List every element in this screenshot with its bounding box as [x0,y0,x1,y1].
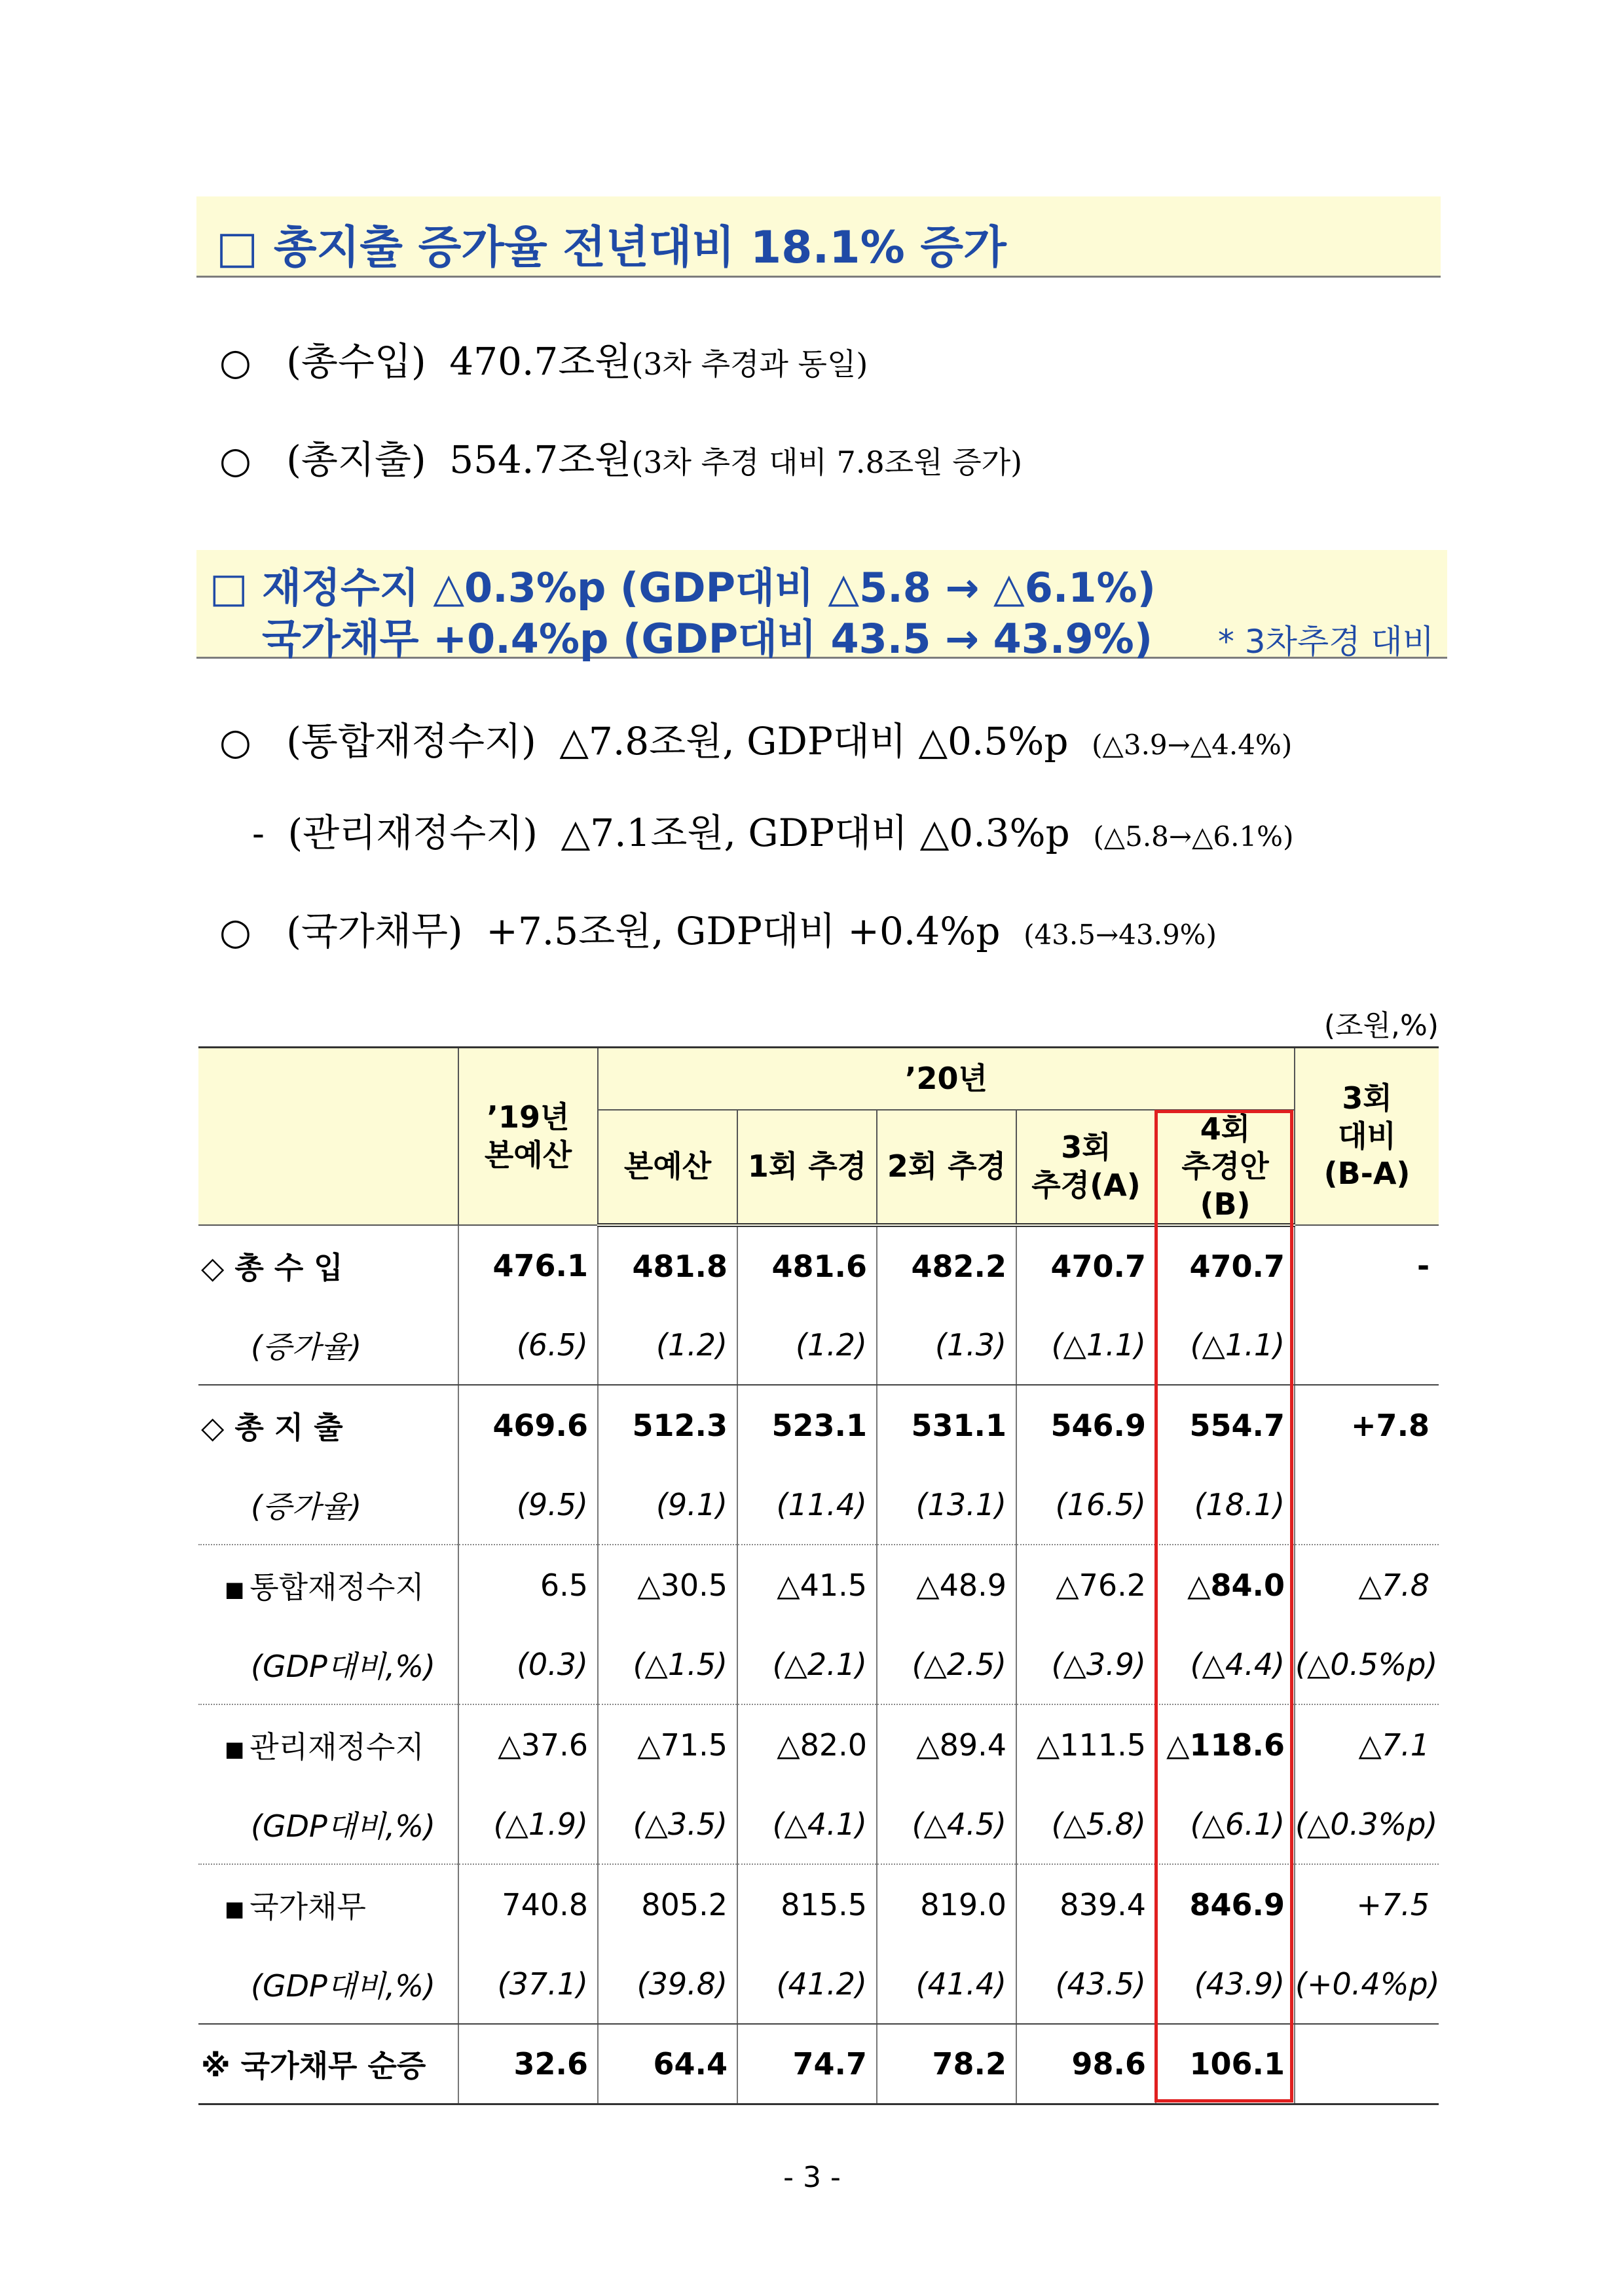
cell: - [1295,1225,1439,1305]
cell: 470.7 [1156,1225,1295,1305]
header-2019-budget: ’19년 본예산 [458,1048,598,1226]
cell: 805.2 [598,1864,737,1944]
cell [1295,1305,1439,1385]
cell: (△5.8) [1016,1784,1156,1864]
row-label: (GDP대비,%) [198,1784,458,1864]
cell: 64.4 [598,2024,737,2104]
page-number: - 3 - [783,2161,841,2194]
cell: (△3.9) [1016,1625,1156,1704]
cell: 554.7 [1156,1385,1295,1465]
cell: (16.5) [1016,1465,1156,1545]
cell: (+0.4%p) [1295,1944,1439,2024]
cell: (9.1) [598,1465,737,1545]
cell: (△3.5) [598,1784,737,1864]
cell: 846.9 [1156,1864,1295,1944]
table-unit: (조원,%) [1323,1009,1439,1042]
cell: (△1.9) [458,1784,598,1864]
cell: (△1.5) [598,1625,737,1704]
cell: 32.6 [458,2024,598,2104]
cell: (43.9) [1156,1944,1295,2024]
cell: +7.5 [1295,1864,1439,1944]
cell: (43.5) [1016,1944,1156,2024]
cell: (△4.4) [1156,1625,1295,1704]
cell: (41.2) [737,1944,877,2024]
row-label: ※ 국가채무 순증 [198,2024,458,2104]
header-2020-budget: 본예산 [598,1110,737,1226]
cell: (△1.1) [1156,1305,1295,1385]
cell: 839.4 [1016,1864,1156,1944]
cell: (△4.5) [877,1784,1016,1864]
cell: (△1.1) [1016,1305,1156,1385]
highlight-box-4th-supplementary [1154,1110,1293,2102]
cell: (△0.5%p) [1295,1625,1439,1704]
cell: △37.6 [458,1704,598,1784]
cell: 98.6 [1016,2024,1156,2104]
cell: (9.5) [458,1465,598,1545]
section-heading-line1: □ 재정수지 △0.3%p (GDP대비 △5.8 → △6.1%) [210,564,1156,612]
cell: △7.1 [1295,1704,1439,1784]
cell: 6.5 [458,1545,598,1625]
header-empty [198,1048,458,1226]
row-label: ■ 통합재정수지 [198,1545,458,1625]
row-label: (증가율) [198,1305,458,1385]
row-label: ◇ 총 지 출 [198,1385,458,1465]
bullet-managed-balance: - (관리재정수지) △7.1조원, GDP대비 △0.3%p (△5.8→△6.1%) [252,811,1294,855]
cell: △82.0 [737,1704,877,1784]
header-2020-supp3: 3회 추경(A) [1016,1110,1156,1226]
section-heading-note: * 3차추경 대비 [1217,623,1434,661]
bullet-total-revenue: ○ (총수입) 470.7조원(3차 추경과 동일) [219,339,868,384]
cell: (13.1) [877,1465,1016,1545]
row-label: ◇ 총 수 입 [198,1225,458,1305]
cell [1295,2024,1439,2104]
row-label: ■ 관리재정수지 [198,1704,458,1784]
cell: 531.1 [877,1385,1016,1465]
cell: △76.2 [1016,1545,1156,1625]
cell: 78.2 [877,2024,1016,2104]
cell: (18.1) [1156,1465,1295,1545]
cell: (1.2) [737,1305,877,1385]
cell: △118.6 [1156,1704,1295,1784]
cell: 512.3 [598,1385,737,1465]
cell: △48.9 [877,1545,1016,1625]
cell: 481.6 [737,1225,877,1305]
cell [1295,1465,1439,1545]
section-heading-line2: 국가채무 +0.4%p (GDP대비 43.5 → 43.9%) [262,615,1153,663]
cell: (△2.1) [737,1625,877,1704]
cell: (1.2) [598,1305,737,1385]
cell: △84.0 [1156,1545,1295,1625]
cell: +7.8 [1295,1385,1439,1465]
cell: 470.7 [1016,1225,1156,1305]
cell: (△4.1) [737,1784,877,1864]
header-diff: 3회 대비 (B-A) [1295,1048,1439,1226]
cell: 106.1 [1156,2024,1295,2104]
cell: 482.2 [877,1225,1016,1305]
cell: (1.3) [877,1305,1016,1385]
row-label: (GDP대비,%) [198,1625,458,1704]
cell: (0.3) [458,1625,598,1704]
section-heading-total-expenditure [196,196,1441,278]
header-2020-supp1: 1회 추경 [737,1110,877,1226]
cell: 469.6 [458,1385,598,1465]
cell: 476.1 [458,1225,598,1305]
cell: (37.1) [458,1944,598,2024]
cell: △7.8 [1295,1545,1439,1625]
cell: 819.0 [877,1864,1016,1944]
header-2020-supp2: 2회 추경 [877,1110,1016,1226]
cell: 481.8 [598,1225,737,1305]
header-2020-group: ’20년 [598,1048,1295,1110]
row-label: (증가율) [198,1465,458,1545]
cell: △41.5 [737,1545,877,1625]
cell: (11.4) [737,1465,877,1545]
bullet-total-expenditure: ○ (총지출) 554.7조원(3차 추경 대비 7.8조원 증가) [219,437,1023,482]
cell: △89.4 [877,1704,1016,1784]
bullet-national-debt: ○ (국가채무) +7.5조원, GDP대비 +0.4%p (43.5→43.9%) [219,909,1217,953]
bullet-consolidated-balance: ○ (통합재정수지) △7.8조원, GDP대비 △0.5%p (△3.9→△4.4%) [219,719,1293,763]
cell: (39.8) [598,1944,737,2024]
cell: (6.5) [458,1305,598,1385]
row-label: (GDP대비,%) [198,1944,458,2024]
cell: △71.5 [598,1704,737,1784]
row-label: ■ 국가채무 [198,1864,458,1944]
cell: △111.5 [1016,1704,1156,1784]
cell: 74.7 [737,2024,877,2104]
cell: (△2.5) [877,1625,1016,1704]
section-heading-fiscal-balance [196,550,1447,663]
cell: △30.5 [598,1545,737,1625]
cell: (△6.1) [1156,1784,1295,1864]
cell: 523.1 [737,1385,877,1465]
cell: 740.8 [458,1864,598,1944]
header-2020-supp4: 4회 추경안(B) [1156,1110,1295,1226]
cell: 546.9 [1016,1385,1156,1465]
section-heading-text: □ 총지출 증가율 전년대비 18.1% 증가 [216,222,1006,274]
cell: (41.4) [877,1944,1016,2024]
cell: 815.5 [737,1864,877,1944]
cell: (△0.3%p) [1295,1784,1439,1864]
